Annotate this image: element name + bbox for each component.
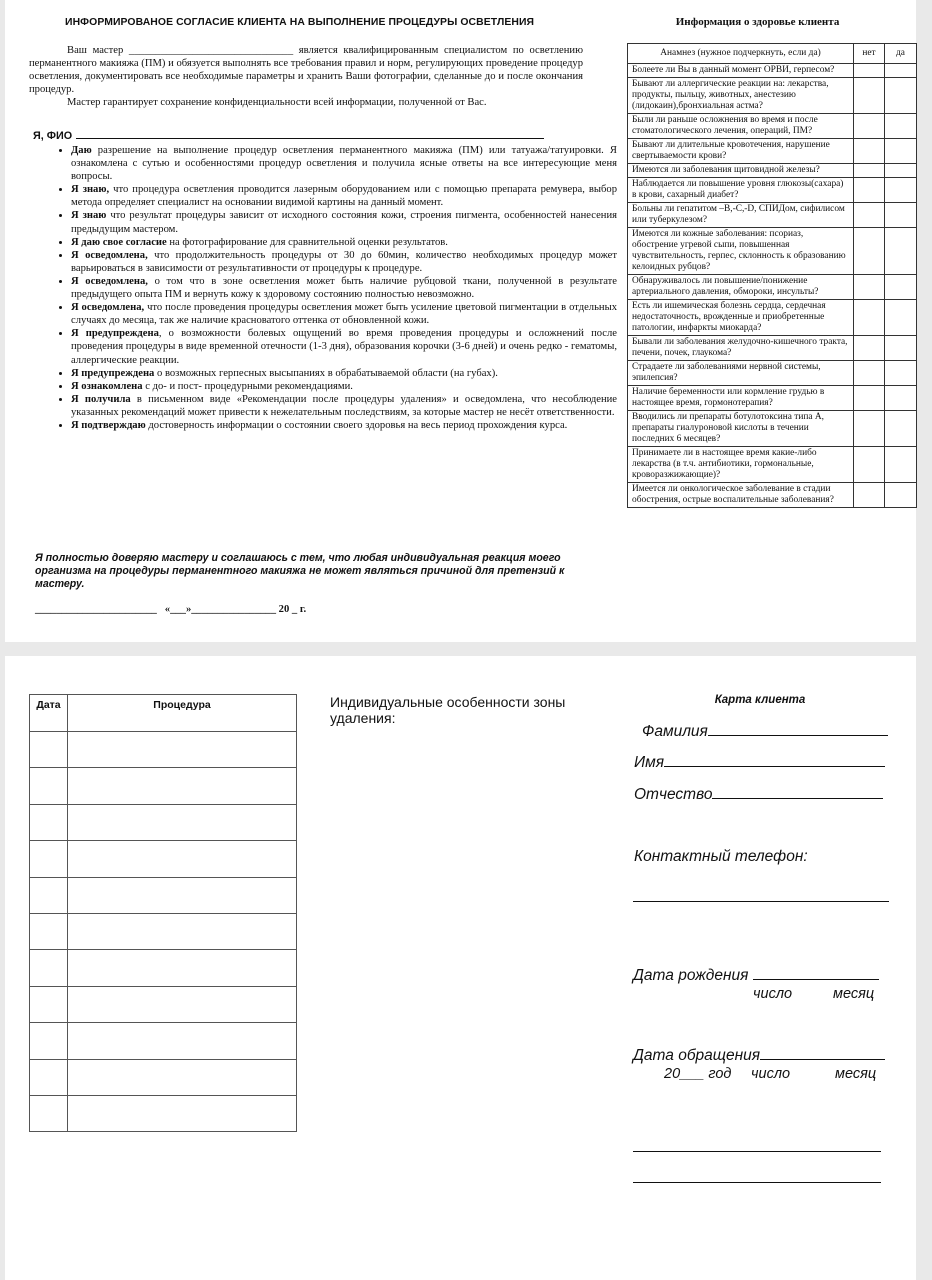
consent-item-lead: Даю [71,145,92,156]
answer-yes-cell[interactable] [885,447,917,483]
consent-item-lead: Я осведомлена, [71,275,148,287]
procedure-row [30,732,297,768]
answer-yes-cell[interactable] [885,114,917,139]
answer-no-cell[interactable] [854,275,885,300]
procedure-row [30,877,297,913]
header-yes: да [885,44,917,64]
procedure-cell[interactable] [68,732,297,768]
header-procedure: Процедура [68,695,297,732]
intro-paragraph: Мастер гарантирует сохранение конфиденциальности всей информации, полученной от Вас. [67,97,487,108]
client-card-title: Карта клиента [714,694,806,706]
header-question: Анамнез (нужное подчеркнуть, если да) [628,44,854,64]
visit-date-field [633,1047,885,1065]
procedure-cell[interactable] [68,1059,297,1095]
consent-item-lead: Я предупреждена [71,367,155,379]
consent-item-text: разрешение на выполнение процедур осветления перманентного макияжа (ПМ) или татуажа/татуировки. Я ознакомлена с сутью и особенностями процедур осветления и получила ясные ответы на все интересующие меня вопросы. [71,145,617,183]
patronymic-label: Отчество [634,786,713,803]
date-cell[interactable] [30,950,68,986]
answer-yes-cell[interactable] [885,178,917,203]
date-cell[interactable] [30,1095,68,1131]
health-question: Бывают ли длительные кровотечения, нарушение свертываемости крови? [628,139,854,164]
answer-yes-cell[interactable] [885,164,917,178]
phone-label: Контактный телефон: [634,848,808,865]
date-cell[interactable] [30,804,68,840]
client-card-page [5,656,916,1280]
health-question: Имеется ли онкологическое заболевание в стадии обострения, острые воспалительные заболевания? [628,483,854,508]
answer-yes-cell[interactable] [885,203,917,228]
answer-yes-cell[interactable] [885,386,917,411]
answer-no-cell[interactable] [854,203,885,228]
health-row [628,275,917,300]
date-cell[interactable] [30,1059,68,1095]
consent-item [71,393,617,419]
consent-item-text: с до- и пост- процедурными рекомендациями. [142,380,353,392]
procedure-row [30,768,297,804]
health-question: Бывали ли заболевания желудочно-кишечного тракта, печени, почек, глаукома? [628,336,854,361]
health-row [628,178,917,203]
consent-item-lead: Я получила [71,393,131,405]
visit-date-label: Дата обращения [633,1047,761,1064]
health-row [628,336,917,361]
procedure-row [30,986,297,1022]
procedure-header-row [30,695,297,732]
signature-line: _______________________ «___»________________ 20 _ г. [35,604,307,615]
name-blank [664,754,885,767]
consent-item [71,183,617,209]
consent-item [71,419,617,432]
birth-sub-month: месяц [833,986,875,1002]
surname-label: Фамилия [642,723,708,740]
procedure-cell[interactable] [68,913,297,949]
zone-features-label: Индивидуальные особенности зоны удаления: [330,694,566,726]
procedure-row [30,913,297,949]
consent-item-lead: Я осведомлена, [71,249,148,261]
answer-yes-cell[interactable] [885,78,917,114]
header-no: нет [854,44,885,64]
procedure-cell[interactable] [68,841,297,877]
health-row [628,411,917,447]
answer-no-cell[interactable] [854,64,885,78]
consent-item-text: что процедура осветления проводится лазерным оборудованием или с помощью препарата ремувера, выбор метода определяет специалист на основании видимой картины на данный момент. [71,184,618,209]
consent-item-lead: Я знаю, [71,184,110,196]
consent-item-text: о том что в зоне осветления может быть наличие рубцовой ткани, полученной в результате предыдущего опыта ПМ и вернуть кожу к здоровому состоянию полностью невозможно. [71,275,618,301]
answer-yes-cell[interactable] [885,483,917,508]
health-question: Есть ли ишемическая болезнь сердца, сердечная недостаточность, врожденные и приобретенные патологии, инфаркты миокарда? [628,300,854,336]
health-question: Имеются ли заболевания щитовидной железы? [628,164,854,178]
health-row [628,386,917,411]
answer-no-cell[interactable] [854,164,885,178]
consent-item-text: на фотографирование для сравнительной оценки результатов. [166,236,448,248]
health-question: Больны ли гепатитом –В,-С,-D, СПИДом, сифилисом или туберкулезом? [628,203,854,228]
answer-no-cell[interactable] [854,361,885,386]
date-cell[interactable] [30,986,68,1022]
visit-sub-month: месяц [835,1066,877,1082]
name-label: Имя [634,754,664,771]
health-row [628,228,917,275]
health-question: Вводились ли препараты ботулотоксина типа А, препараты гиалуроновой кислоты в течении последних 6 месяцев? [628,411,854,447]
consent-item-text: что после проведения процедуры осветления может быть усиление цветовой пигментации в отдельных случаях до месяца, так же наличие красноватого оттенка от обновленной кожи. [71,302,618,327]
health-question: Принимаете ли в настоящее время какие-либо лекарства (в т.ч. антибиотики, гормональные, кроворазжижающие)? [628,447,854,483]
consent-items [37,144,617,432]
consent-item [71,209,617,235]
health-row [628,139,917,164]
procedure-row [30,1059,297,1095]
health-row [628,447,917,483]
answer-no-cell[interactable] [854,447,885,483]
birth-date-field [633,967,879,985]
procedure-row [30,1095,297,1131]
procedure-row [30,1023,297,1059]
health-row [628,300,917,336]
answer-no-cell[interactable] [854,336,885,361]
patronymic-blank [712,786,883,799]
procedure-cell[interactable] [68,1095,297,1131]
answer-yes-cell[interactable] [885,275,917,300]
procedure-cell[interactable] [68,768,297,804]
consent-item-text: в письменном виде «Рекомендации после процедуры удаления» и осведомлена, что несоблюдение указанных рекомендаций может привести к нежелательным последствиям, за которые мастер не несёт ответственности. [71,393,617,418]
date-cell[interactable] [30,1023,68,1059]
consent-item-text: что продолжительность процедуры от 30 до 60мин, количество необходимых процедур может варьироваться в зависимости от результативности от процедуры к процедуре. [71,249,617,274]
answer-yes-cell[interactable] [885,411,917,447]
procedure-cell[interactable] [68,877,297,913]
health-row [628,64,917,78]
consent-item-text: , о возможности болевых ощущений во время проведения процедуры и осложнений после проведения процедуры в виде временной отечности (1-3 дня), образования корочки (3-6 дней) и очень редко - гематомы, аллергические реакции. [71,328,617,366]
procedure-row [30,950,297,986]
answer-no-cell[interactable] [854,386,885,411]
date-cell[interactable] [30,768,68,804]
procedure-row [30,804,297,840]
answer-no-cell[interactable] [854,139,885,164]
consent-item-lead: Я осведомлена, [71,302,145,314]
procedure-row [30,841,297,877]
surname-field [642,723,888,741]
consent-item [71,236,617,249]
consent-item [71,301,617,327]
date-cell[interactable] [30,877,68,913]
fio-field [33,128,544,142]
consent-item-lead: Я предупреждена [71,328,159,340]
visit-date-blank [760,1047,885,1060]
consent-note: Я полностью доверяю мастеру и соглашаюсь с тем, что любая индивидуальная реакция моего организма на процедуры перманентного макияжа не может являться причиной для претензий к мастеру. [35,552,565,590]
header-date: Дата [30,695,68,732]
procedure-table [29,694,297,1132]
fio-label: Я, ФИО [33,130,73,142]
procedure-cell[interactable] [68,986,297,1022]
answer-no-cell[interactable] [854,228,885,275]
birth-date-label: Дата рождения [633,967,749,984]
consent-item-lead: Я ознакомлена [71,380,143,392]
health-row [628,164,917,178]
health-question: Страдаете ли заболеваниями нервной системы, эпилепсия? [628,361,854,386]
consent-item [71,144,617,183]
consent-item [71,367,617,380]
health-question: Бывают ли аллергические реакции на: лекарства, продукты, пыльцу, животных, анестезию (лидокаин),бронхиальная астма? [628,78,854,114]
intro-paragraph: Ваш мастер _______________________________ является квалифицированным специалистом по осветлению перманентного макияжа (ПМ) и обязуется выполнять все требования правил и норм, регулирующих проведение процедур осветления, документировать все необходимые параметры и хранить Ваши фотографии, сделанные до и после окончания процедур. [29,45,583,95]
answer-no-cell[interactable] [854,178,885,203]
health-question: Наблюдается ли повышение уровня глюкозы(сахара) в крови, сахарный диабет? [628,178,854,203]
consent-item-lead: Я знаю [71,210,107,222]
answer-no-cell[interactable] [854,300,885,336]
answer-yes-cell[interactable] [885,336,917,361]
answer-yes-cell[interactable] [885,228,917,275]
health-header-row [628,44,917,64]
health-table [627,43,917,508]
answer-no-cell[interactable] [854,411,885,447]
consent-item-text: что результат процедуры зависит от исходного состояния кожи, строения пигмента, особенностей нанесения предыдущим мастером. [71,210,617,235]
date-cell[interactable] [30,732,68,768]
birth-sub-day: число [753,986,793,1002]
answer-yes-cell[interactable] [885,361,917,386]
patronymic-field [634,786,883,804]
health-question: Болеете ли Вы в данный момент ОРВИ, герпесом? [628,64,854,78]
consent-item [71,249,617,275]
fio-blank-line [76,128,544,139]
extra-blank-line [633,1182,881,1183]
procedure-cell[interactable] [68,804,297,840]
health-question: Были ли раньше осложнения во время и после стоматологического лечения, операций, ПМ? [628,114,854,139]
answer-no-cell[interactable] [854,78,885,114]
date-cell[interactable] [30,841,68,877]
answer-no-cell[interactable] [854,114,885,139]
consent-title: ИНФОРМИРОВАНОЕ СОГЛАСИЕ КЛИЕНТА НА ВЫПОЛНЕНИЕ ПРОЦЕДУРЫ ОСВЕТЛЕНИЯ [65,17,535,28]
health-question: Имеются ли кожные заболевания: псориаз, обострение угревой сыпи, повышенная чувствительность, герпес, склонность к образованию келоидных рубцов? [628,228,854,275]
procedure-cell[interactable] [68,1023,297,1059]
consent-item [71,275,617,301]
health-row [628,203,917,228]
consent-item-text: достоверность информации о состоянии своего здоровья на весь период прохождения курса. [145,419,568,431]
phone-blank [633,901,889,902]
birth-date-blank [753,967,879,980]
consent-item [71,327,617,366]
health-question: Обнаруживалось ли повышение/понижение артериального давления, обмороки, инсульты? [628,275,854,300]
consent-item [71,380,617,393]
procedure-cell[interactable] [68,950,297,986]
health-row [628,483,917,508]
consent-item-text: о возможных герпесных высыпаниях в обрабатываемой области (на губах). [154,367,498,379]
answer-yes-cell[interactable] [885,64,917,78]
health-question: Наличие беременности или кормление грудью в настоящее время, гормонотерапия? [628,386,854,411]
consent-item-lead: Я даю свое согласие [71,236,167,248]
health-row [628,114,917,139]
answer-yes-cell[interactable] [885,300,917,336]
answer-yes-cell[interactable] [885,139,917,164]
date-cell[interactable] [30,913,68,949]
answer-no-cell[interactable] [854,483,885,508]
consent-item-lead: Я подтверждаю [71,419,146,431]
health-row [628,78,917,114]
health-title: Информация о здоровье клиента [675,16,840,28]
extra-blank-line [633,1151,881,1152]
visit-sub-day: число [751,1066,791,1082]
surname-blank [708,723,888,736]
health-row [628,361,917,386]
consent-page [5,0,916,642]
visit-sub-year: 20___ год [664,1066,732,1082]
name-field [634,754,885,772]
consent-intro [29,44,583,109]
